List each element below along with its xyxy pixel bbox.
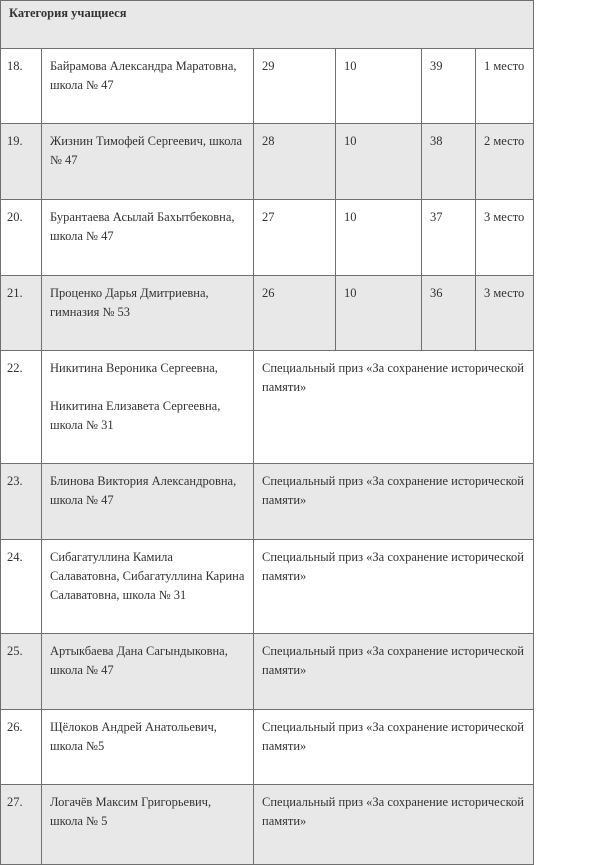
place: 3 место <box>476 276 534 351</box>
table-row <box>1 785 534 865</box>
row-number: 26. <box>1 710 42 785</box>
special-prize: Специальный приз «За сохранение исторической памяти» <box>254 710 534 785</box>
participant-name: Байрамова Александра Маратовна, школа № 47 <box>42 49 254 124</box>
special-prize: Специальный приз «За сохранение исторической памяти» <box>254 540 534 634</box>
table-row <box>1 276 534 351</box>
total-score: 39 <box>422 49 476 124</box>
participant-name: Щёлоков Андрей Анатольевич, школа №5 <box>42 710 254 785</box>
participant-name: Проценко Дарья Дмитриевна, гимназия № 53 <box>42 276 254 351</box>
score-2: 10 <box>336 124 422 200</box>
total-score: 37 <box>422 200 476 276</box>
row-number: 24. <box>1 540 42 634</box>
participant-name: Артыкбаева Дана Сагындыковна, школа № 47 <box>42 634 254 710</box>
row-number: 18. <box>1 49 42 124</box>
row-number: 22. <box>1 351 42 464</box>
score-1: 28 <box>254 124 336 200</box>
participant-name: Бурантаева Асылай Бахытбековна, школа № 47 <box>42 200 254 276</box>
score-2: 10 <box>336 49 422 124</box>
score-2: 10 <box>336 276 422 351</box>
total-score: 36 <box>422 276 476 351</box>
participant-name: Логачёв Максим Григорьевич, школа № 5 <box>42 785 254 865</box>
place: 1 место <box>476 49 534 124</box>
participant-name: Никитина Вероника Сергеевна, Никитина Елизавета Сергеевна, школа № 31 <box>42 351 254 464</box>
participant-name: Жизнин Тимофей Сергеевич, школа № 47 <box>42 124 254 200</box>
participant-name: Блинова Виктория Александровна, школа № 47 <box>42 464 254 540</box>
place: 2 место <box>476 124 534 200</box>
table-row <box>1 634 534 710</box>
score-1: 29 <box>254 49 336 124</box>
place: 3 место <box>476 200 534 276</box>
row-number: 20. <box>1 200 42 276</box>
row-number: 23. <box>1 464 42 540</box>
table-row <box>1 49 534 124</box>
score-2: 10 <box>336 200 422 276</box>
special-prize: Специальный приз «За сохранение исторической памяти» <box>254 785 534 865</box>
category-header: Категория учащиеся <box>1 1 534 49</box>
total-score: 38 <box>422 124 476 200</box>
table-row <box>1 540 534 634</box>
table-row <box>1 200 534 276</box>
table-row <box>1 464 534 540</box>
special-prize: Специальный приз «За сохранение исторической памяти» <box>254 351 534 464</box>
table-header-row <box>1 1 534 49</box>
participant-name: Сибагатуллина Камила Салаватовна, Сибагатуллина Карина Салаватовна, школа № 31 <box>42 540 254 634</box>
row-number: 25. <box>1 634 42 710</box>
row-number: 21. <box>1 276 42 351</box>
row-number: 19. <box>1 124 42 200</box>
table-row <box>1 710 534 785</box>
row-number: 27. <box>1 785 42 865</box>
special-prize: Специальный приз «За сохранение исторической памяти» <box>254 464 534 540</box>
table-row <box>1 351 534 464</box>
score-1: 27 <box>254 200 336 276</box>
score-1: 26 <box>254 276 336 351</box>
table-row <box>1 124 534 200</box>
special-prize: Специальный приз «За сохранение исторической памяти» <box>254 634 534 710</box>
